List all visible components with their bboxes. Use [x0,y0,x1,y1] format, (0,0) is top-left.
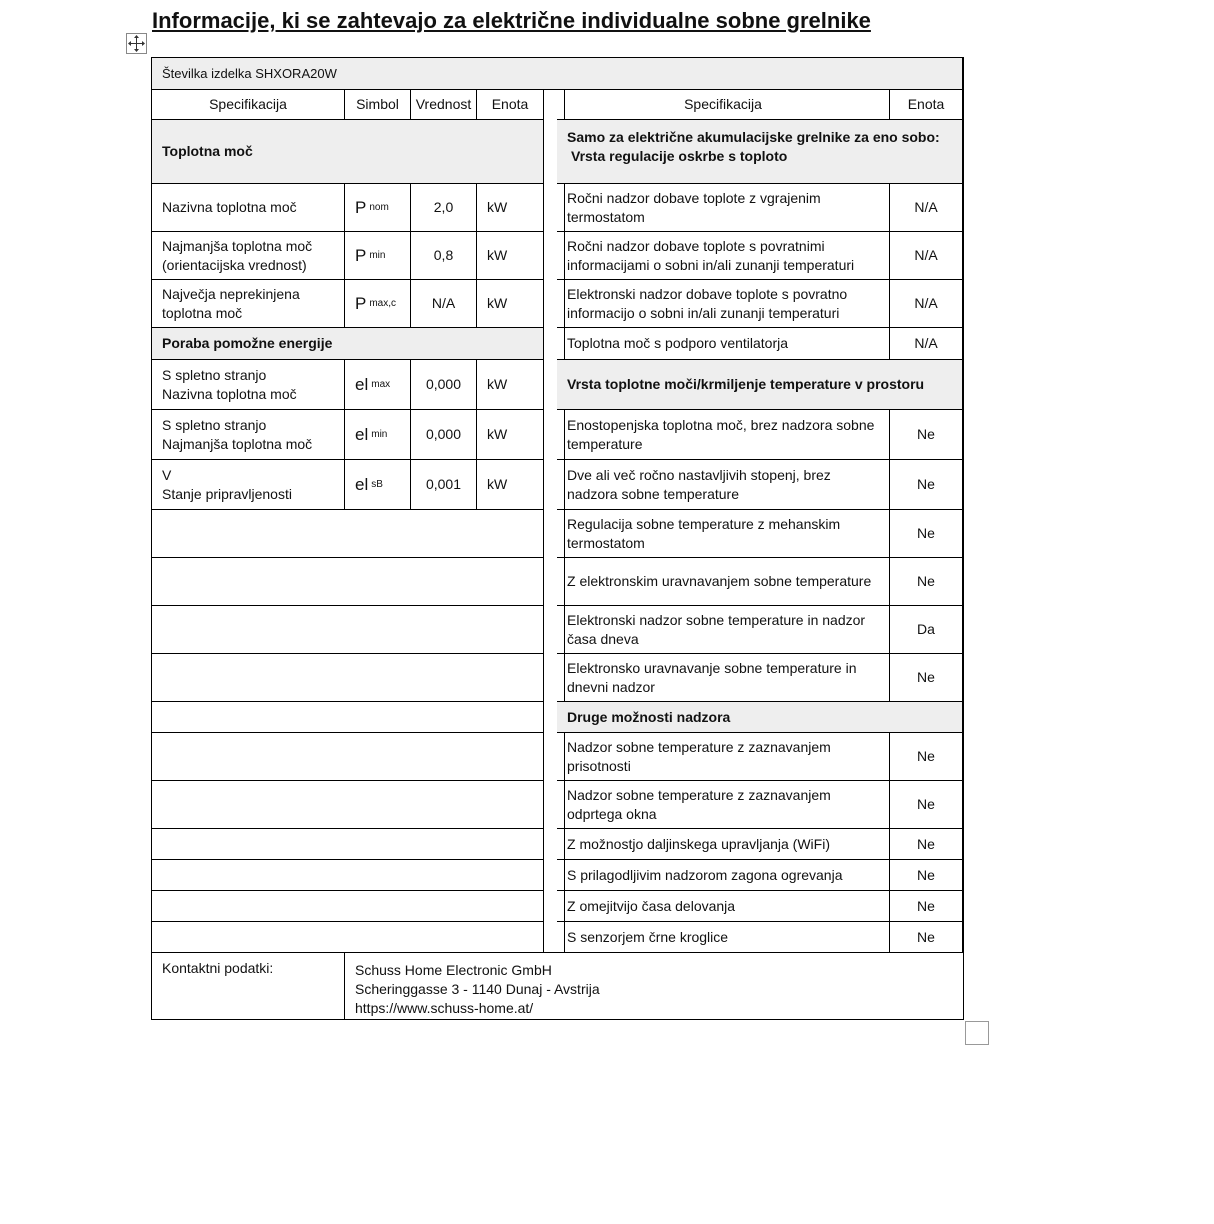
heat-value: N/A [411,280,477,328]
control-value: Ne [890,558,963,606]
empty-row [152,860,544,891]
left-header-spec: Specifikacija [152,90,345,120]
storage-spec: Ročni nadzor dobave toplote s povratnimi informacijami o sobni in/ali zunanji temperaturi [557,232,890,280]
control-spec: Enostopenjska toplotna moč, brez nadzora sobne temperature [557,410,890,460]
other-value: Ne [890,781,963,829]
other-value: Ne [890,860,963,891]
control-value: Da [890,606,963,654]
section-aux-energy: Poraba pomožne energije [152,328,544,360]
spec-table [151,57,964,1020]
aux-value: 0,000 [411,360,477,410]
empty-row [152,606,544,654]
storage-spec: Elektronski nadzor dobave toplote s povratno informacijo o sobni in/ali zunanji temperaturi [557,280,890,328]
empty-row [152,733,544,781]
control-spec: Z elektronskim uravnavanjem sobne temperature [557,558,890,606]
empty-row [152,891,544,922]
page-title: Informacije, ki se zahtevajo za električne individualne sobne grelnike [152,8,871,33]
storage-spec: Toplotna moč s podporo ventilatorja [557,328,890,360]
aux-unit: kW [477,360,544,410]
other-spec: Nadzor sobne temperature z zaznavanjem odprtega okna [557,781,890,829]
aux-spec: V Stanje pripravljenosti [152,460,345,510]
heat-spec: Največja neprekinjena toplotna moč [152,280,345,328]
section-heat-output: Toplotna moč [152,120,544,184]
product-number: Številka izdelka SHXORA20W [152,58,963,90]
other-value: Ne [890,891,963,922]
other-value: Ne [890,733,963,781]
aux-unit: kW [477,410,544,460]
control-spec: Elektronski nadzor sobne temperature in nadzor časa dneva [557,606,890,654]
storage-value: N/A [890,280,963,328]
aux-symbol: el max [345,360,411,410]
empty-row [152,781,544,829]
heat-spec: Nazivna toplotna moč [152,184,345,232]
aux-value: 0,000 [411,410,477,460]
left-header-symbol: Simbol [345,90,411,120]
heat-symbol: P nom [345,184,411,232]
contact-details [345,953,963,1019]
heat-value: 0,8 [411,232,477,280]
section-other-control: Druge možnosti nadzora [557,702,963,733]
storage-value: N/A [890,328,963,360]
left-header-value: Vrednost [411,90,477,120]
right-header-spec: Specifikacija [557,90,890,120]
control-value: Ne [890,510,963,558]
heat-unit: kW [477,280,544,328]
right-header-unit: Enota [890,90,963,120]
heat-symbol: P max,c [345,280,411,328]
storage-value: N/A [890,232,963,280]
control-spec: Regulacija sobne temperature z mehanskim termostatom [557,510,890,558]
storage-spec: Ročni nadzor dobave toplote z vgrajenim termostatom [557,184,890,232]
heat-unit: kW [477,232,544,280]
aux-symbol: el sB [345,460,411,510]
heat-symbol: P min [345,232,411,280]
section-temperature-control: Vrsta toplotne moči/krmiljenje temperature v prostoru [557,360,963,410]
other-value: Ne [890,922,963,953]
empty-row [152,702,544,733]
contact-label: Kontaktni podatki: [152,953,345,1019]
heat-spec: Najmanjša toplotna moč (orientacijska vrednost) [152,232,345,280]
control-value: Ne [890,460,963,510]
empty-row [152,829,544,860]
empty-row [152,654,544,702]
other-spec: S prilagodljivim nadzorom zagona ogrevanja [557,860,890,891]
move-arrows-icon [127,34,146,53]
aux-unit: kW [477,460,544,510]
table-move-handle[interactable] [126,33,147,54]
storage-value: N/A [890,184,963,232]
empty-row [152,922,544,953]
other-spec: S senzorjem črne kroglice [557,922,890,953]
left-header-unit: Enota [477,90,544,120]
empty-row [152,510,544,558]
table-resize-handle[interactable] [965,1021,989,1045]
empty-row [152,558,544,606]
aux-value: 0,001 [411,460,477,510]
section-storage-heaters: Samo za električne akumulacijske grelnike za eno sobo: Vrsta regulacije oskrbe s toploto [557,120,963,184]
contact-company: Schuss Home Electronic GmbH [355,962,552,978]
contact-website[interactable]: https://www.schuss-home.at/ [355,1000,534,1016]
other-spec: Z možnostjo daljinskega upravljanja (WiFi) [557,829,890,860]
control-spec: Dve ali več ročno nastavljivih stopenj, brez nadzora sobne temperature [557,460,890,510]
heat-value: 2,0 [411,184,477,232]
other-value: Ne [890,829,963,860]
other-spec: Z omejitvijo časa delovanja [557,891,890,922]
control-spec: Elektronsko uravnavanje sobne temperature in dnevni nadzor [557,654,890,702]
control-value: Ne [890,654,963,702]
contact-address: Scheringgasse 3 - 1140 Dunaj - Avstrija [355,981,600,997]
aux-spec: S spletno stranjo Najmanjša toplotna moč [152,410,345,460]
other-spec: Nadzor sobne temperature z zaznavanjem prisotnosti [557,733,890,781]
aux-symbol: el min [345,410,411,460]
aux-spec: S spletno stranjo Nazivna toplotna moč [152,360,345,410]
heat-unit: kW [477,184,544,232]
control-value: Ne [890,410,963,460]
